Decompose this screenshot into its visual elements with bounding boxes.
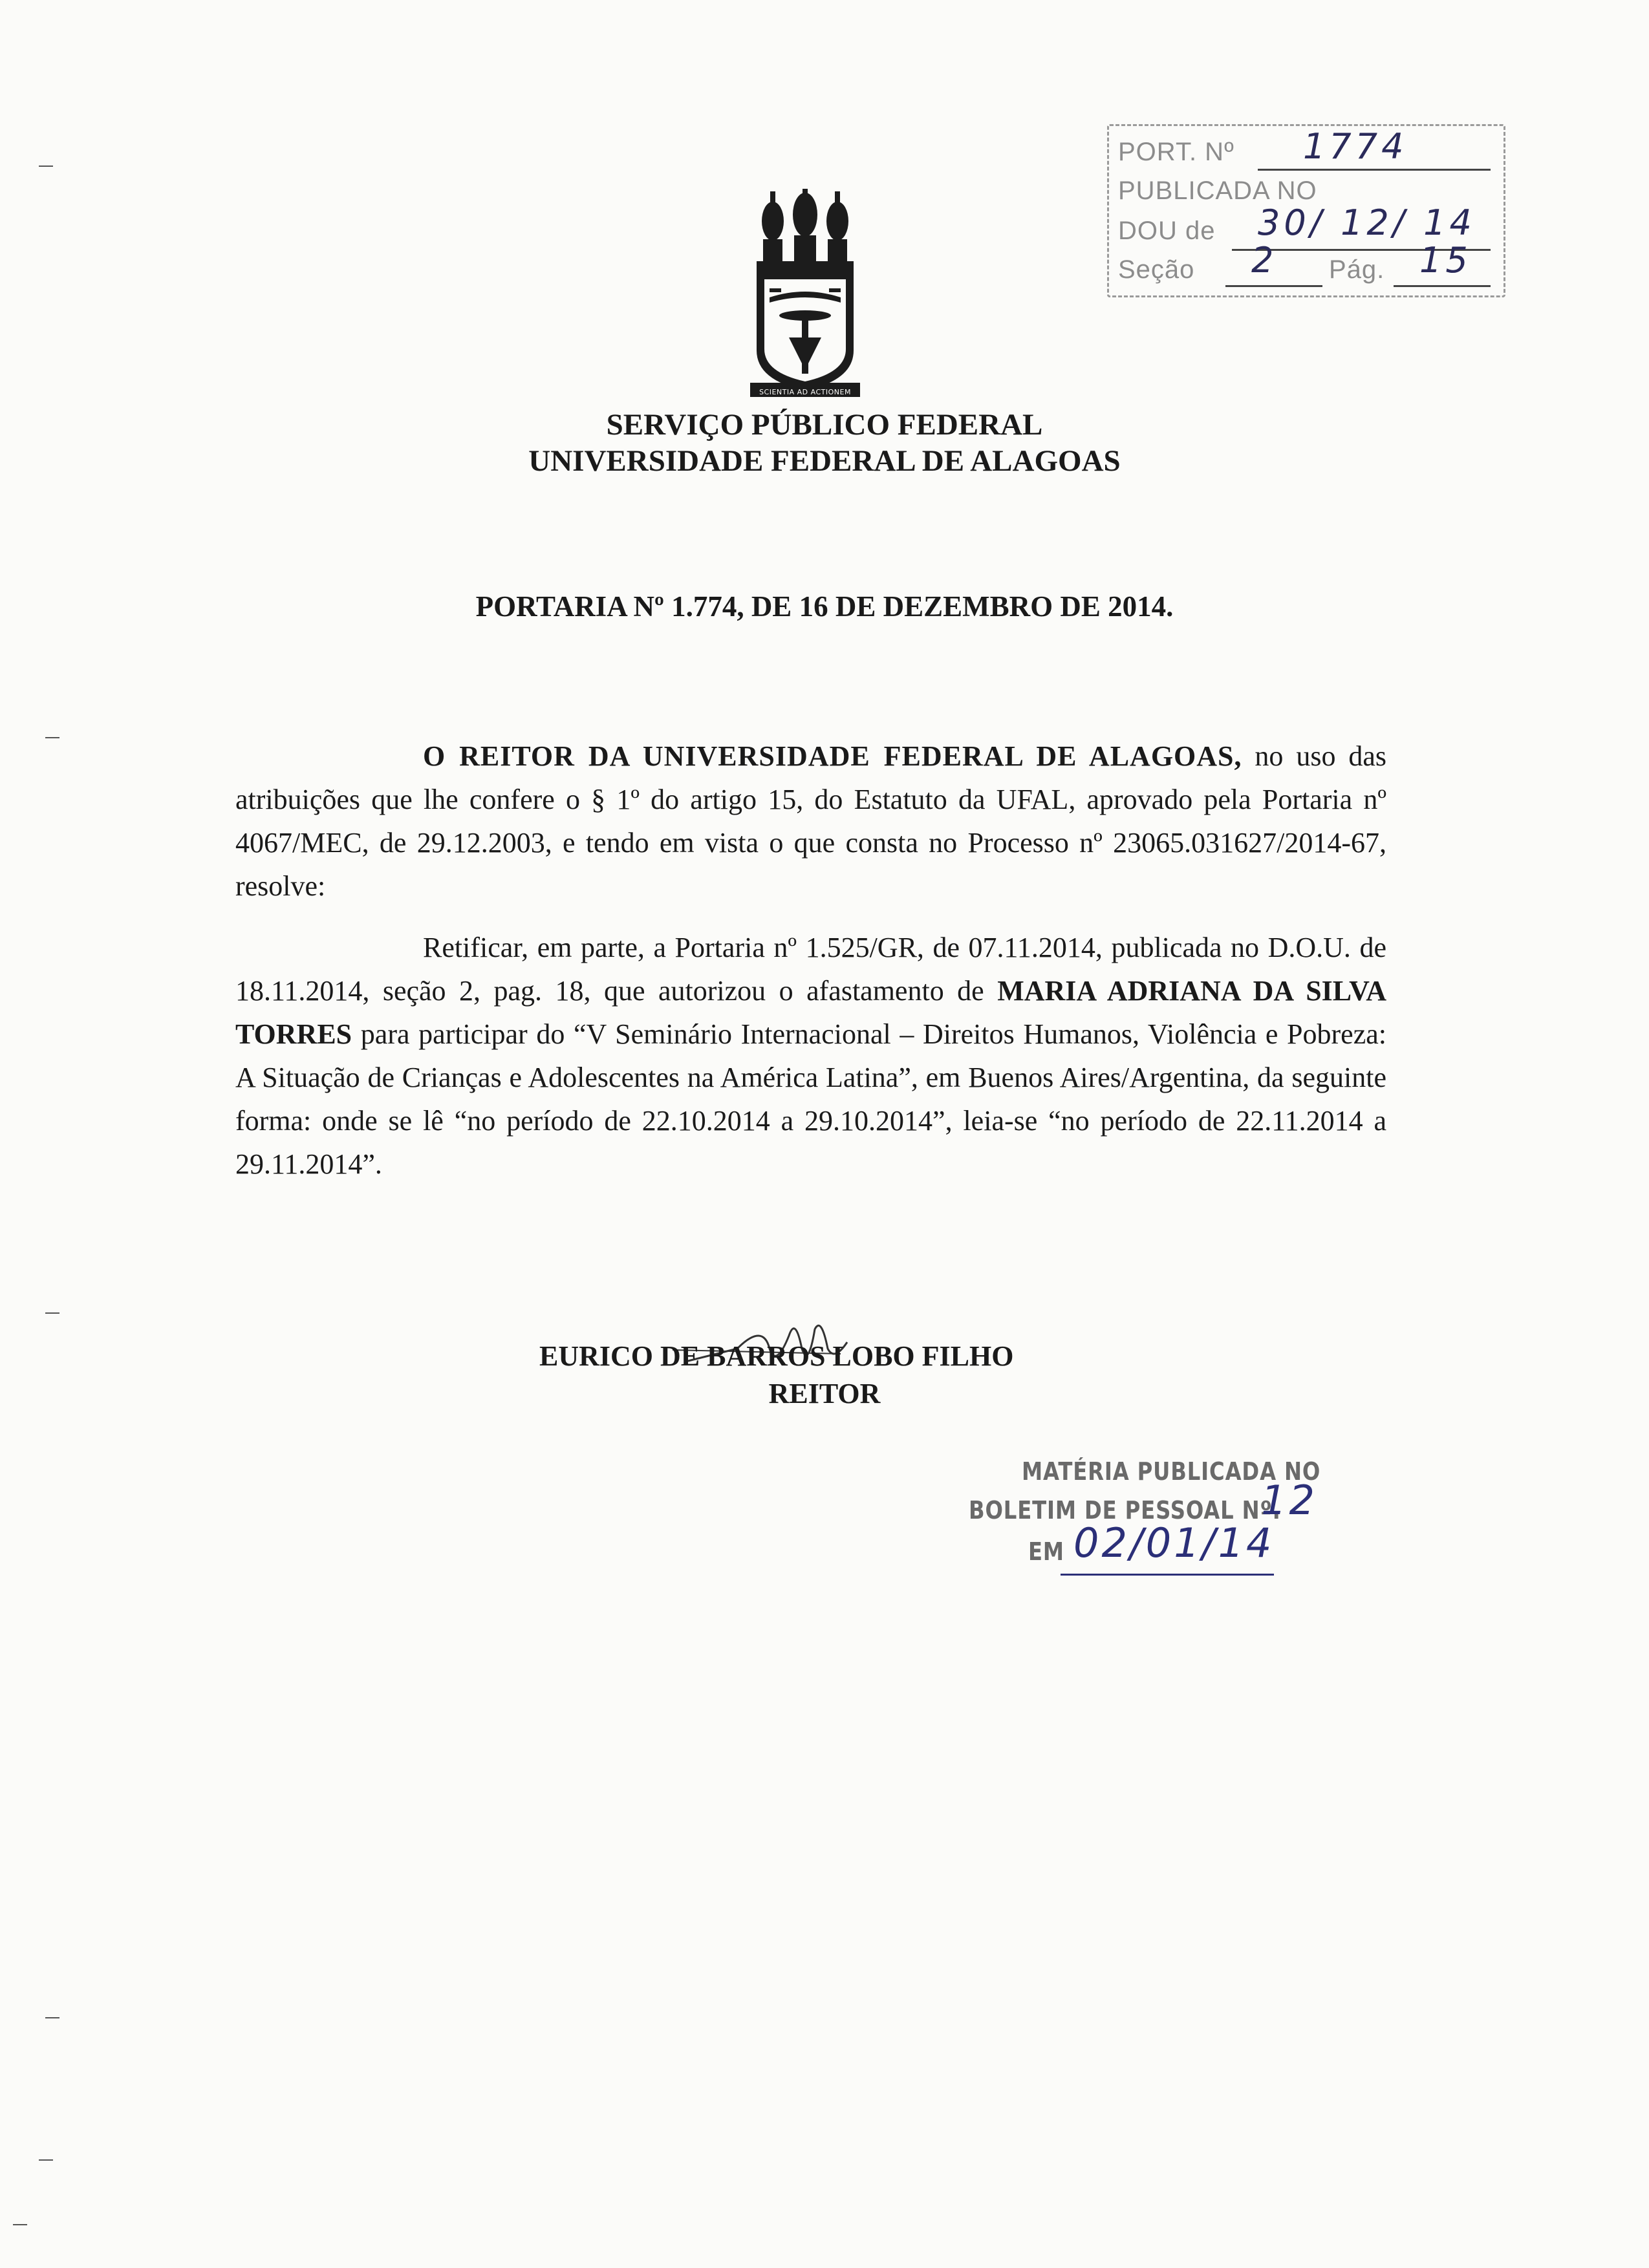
stamp-dou-label: DOU de: [1118, 217, 1216, 245]
preamble-lead: O REITOR DA UNIVERSIDADE FEDERAL DE ALAGOAS,: [423, 740, 1242, 772]
scan-mark: [39, 2159, 53, 2161]
person-name: MARIA ADRIANA DA SILVA TORRES: [235, 975, 1386, 1050]
publication-stamp: [1107, 124, 1505, 297]
university-crest-icon: [750, 189, 860, 402]
stamp-dou-value: 30/ 12/ 14: [1258, 202, 1476, 243]
scan-mark: [45, 1312, 59, 1314]
paragraph-preamble: [235, 734, 1386, 908]
bulletin-stamp: [964, 1457, 1364, 1599]
scan-mark: [13, 2224, 27, 2225]
document-title: PORTARIA Nº 1.774, DE 16 DE DEZEMBRO DE 2014.: [475, 590, 1174, 623]
paragraph-resolution: [235, 926, 1386, 1186]
signer-role: REITOR: [768, 1378, 881, 1409]
stamp-secao-value: 2: [1251, 240, 1278, 281]
bulletin-date: 02/01/14: [1073, 1519, 1275, 1567]
stamp-secao-label: Seção: [1118, 255, 1195, 284]
scan-mark: [45, 737, 59, 738]
header-university: UNIVERSIDADE FEDERAL DE ALAGOAS: [528, 444, 1121, 478]
stamp-pag-label: Pág.: [1329, 255, 1385, 284]
crest-motto: SCIENTIA AD ACTIONEM: [759, 388, 851, 396]
preamble-text: no uso das atribuições que lhe confere o § 1º do artigo 15, do Estatuto da UFAL, aprovado pela Portaria nº 4067/MEC, de 29.12.2003, e tendo em vista o que consta no Processo nº 23065.031627/2014-67, resolve:: [235, 740, 1386, 902]
resolution-text-2: para participar do “V Seminário Internacional – Direitos Humanos, Violência e Pobreza: A Situação de Crianças e Adolescentes na América Latina”, em Buenos Aires/Argentina, da seguinte forma: onde se lê “no período de 22.10.2014 a 29.10.2014”, leia-se “no período de 22.11.2014 a 29.11.2014”.: [235, 1018, 1386, 1180]
stamp-port-label: PORT. Nº: [1118, 138, 1234, 166]
scan-mark: [45, 2017, 59, 2018]
resolution-text-1: Retificar, em parte, a Portaria nº 1.525/GR, de 07.11.2014, publicada no D.O.U. de 18.11.2014, seção 2, pag. 18, que autorizou o afastamento de: [235, 932, 1386, 1007]
signer-name: EURICO DE BARROS LOBO FILHO: [539, 1340, 1014, 1372]
stamp-publicada-label: PUBLICADA NO: [1118, 177, 1317, 205]
bulletin-line3: EM: [1028, 1537, 1064, 1566]
scan-mark: [39, 166, 53, 167]
header-service: SERVIÇO PÚBLICO FEDERAL: [606, 408, 1043, 442]
stamp-port-value: 1774: [1303, 126, 1408, 167]
bulletin-line1: MATÉRIA PUBLICADA NO: [1022, 1457, 1321, 1486]
bulletin-number: 12: [1261, 1477, 1317, 1524]
bulletin-line2: BOLETIM DE PESSOAL Nº.: [969, 1496, 1281, 1524]
stamp-pag-value: 15: [1419, 240, 1472, 281]
